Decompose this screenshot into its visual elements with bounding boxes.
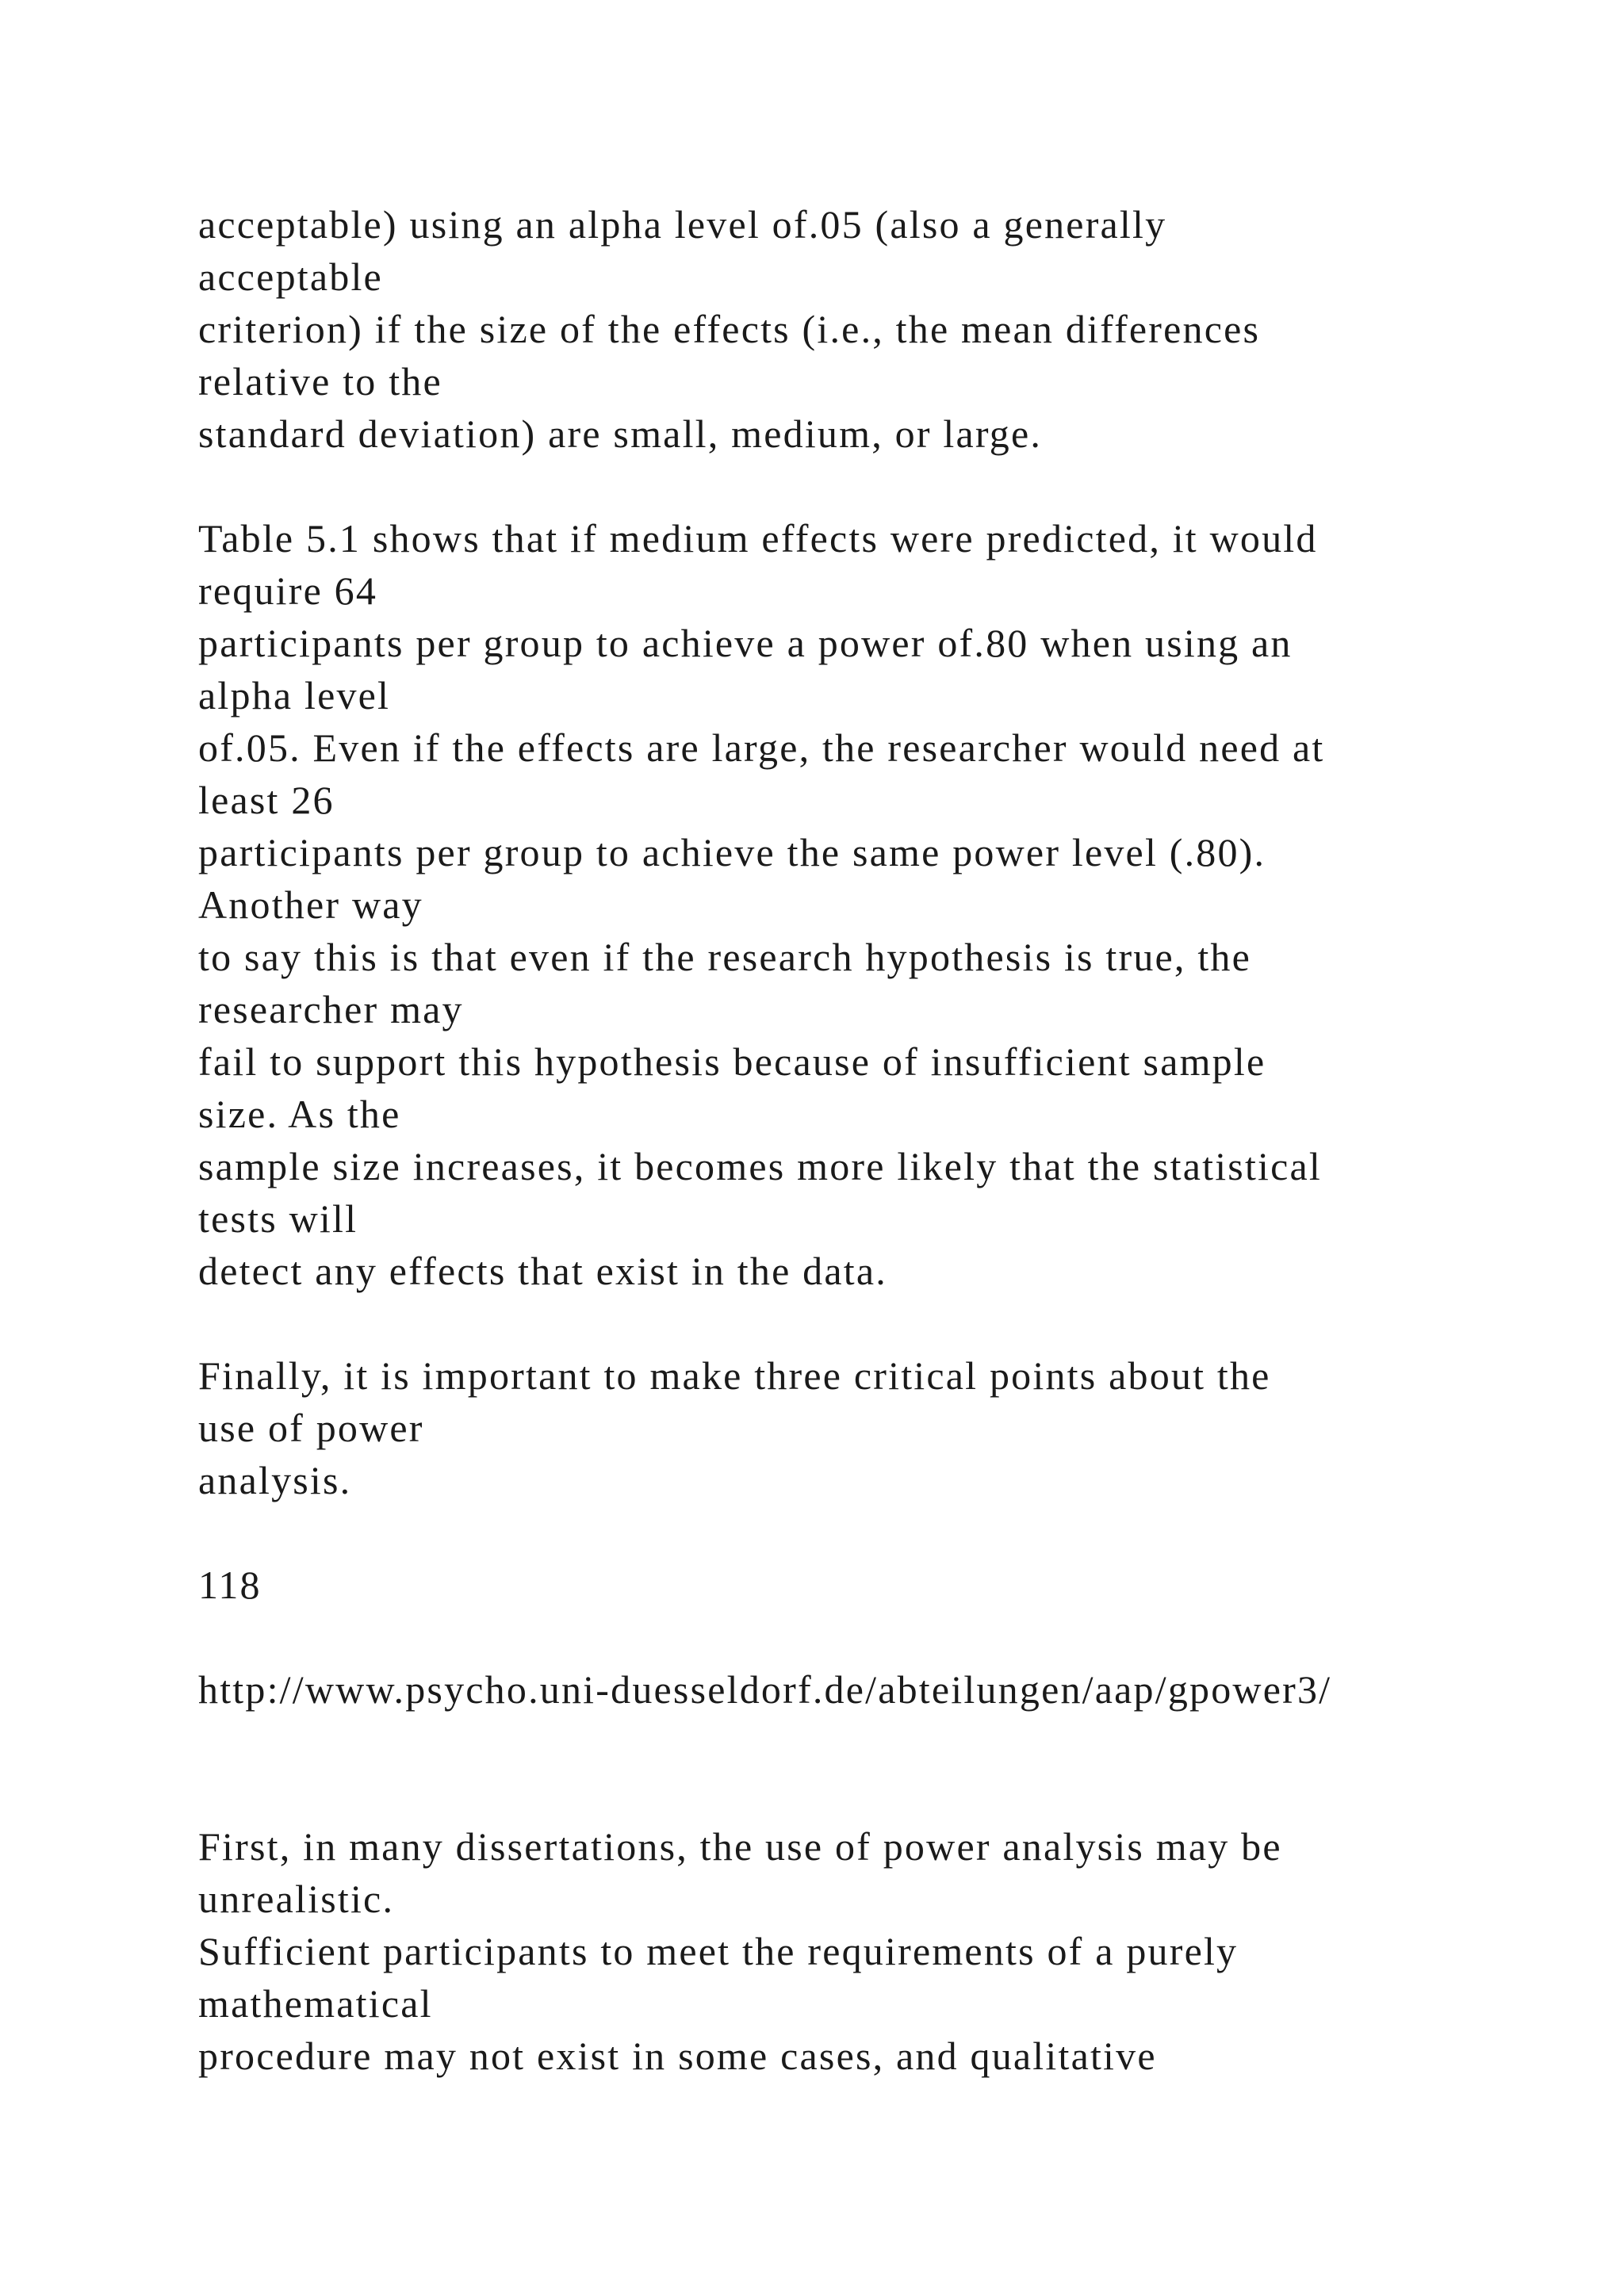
text-line: acceptable) using an alpha level of.05 (also a generally (198, 202, 1167, 247)
text-line: Finally, it is important to make three critical points about the (198, 1353, 1271, 1398)
text-line: mathematical (198, 1981, 433, 2026)
text-line: analysis. (198, 1458, 352, 1502)
text-line: participants per group to achieve the same power level (.80). (198, 830, 1266, 874)
text-line: require 64 (198, 568, 378, 613)
text-line: alpha level (198, 673, 391, 718)
text-line: of.05. Even if the effects are large, the researcher would need at (198, 725, 1325, 770)
text-line: least 26 (198, 778, 335, 822)
text-line: procedure may not exist in some cases, and qualitative (198, 2034, 1157, 2078)
text-line: First, in many dissertations, the use of power analysis may be (198, 1824, 1282, 1869)
page-number: 118 (198, 1563, 262, 1607)
text-line: unrealistic. (198, 1877, 395, 1921)
text-line: sample size increases, it becomes more likely that the statistical (198, 1144, 1323, 1188)
text-line: fail to support this hypothesis because of insufficient sample (198, 1039, 1266, 1084)
text-line: Sufficient participants to meet the requirements of a purely (198, 1929, 1239, 1973)
text-line: to say this is that even if the research hypothesis is true, the (198, 935, 1252, 979)
text-line: use of power (198, 1406, 424, 1450)
text-line: Another way (198, 882, 423, 927)
text-line: tests will (198, 1196, 358, 1241)
url-text: http://www.psycho.uni-duesseldorf.de/abteilungen/aap/gpower3/ (198, 1667, 1332, 1712)
text-line: researcher may (198, 987, 464, 1031)
text-line: detect any effects that exist in the data. (198, 1249, 887, 1293)
text-line: participants per group to achieve a power of.80 when using an (198, 621, 1293, 665)
text-line: relative to the (198, 359, 442, 404)
text-line: criterion) if the size of the effects (i.e., the mean differences (198, 307, 1261, 351)
text-line: Table 5.1 shows that if medium effects were predicted, it would (198, 516, 1318, 561)
text-line: size. As the (198, 1092, 401, 1136)
text-line: acceptable (198, 254, 383, 299)
text-line: standard deviation) are small, medium, or large. (198, 411, 1043, 456)
